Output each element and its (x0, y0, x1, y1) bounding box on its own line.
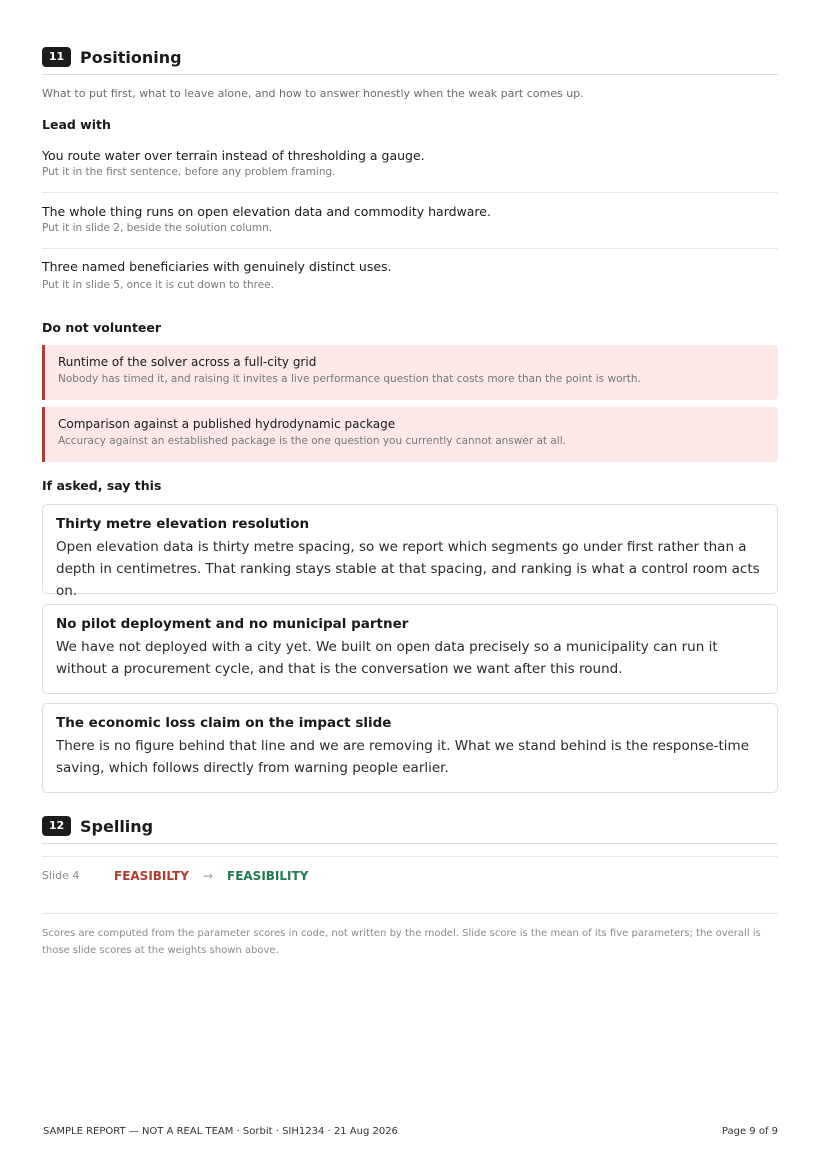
lead-item-title: You route water over terrain instead of thresholding a gauge. (42, 148, 425, 163)
lead-item-note: Put it in slide 5, once it is cut down to three. (42, 279, 274, 291)
answer-card (42, 703, 778, 793)
answer-card-body: There is no figure behind that line and we are removing it. What we stand behind is the response-time saving, which follows directly from warning people earlier. (56, 738, 750, 776)
lead-item-title: Three named beneficiaries with genuinely distinct uses. (42, 259, 392, 274)
do-not-volunteer-item (42, 345, 778, 400)
page-footer (43, 1126, 778, 1137)
spelling-correct-word: FEASIBILITY (227, 868, 309, 883)
do-not-volunteer-note: Nobody has timed it, and raising it invites a live performance question that costs more than the point is worth. (58, 373, 641, 385)
if-asked-heading: If asked, say this (42, 478, 162, 493)
spelling-wrong-word: FEASIBILTY (114, 868, 189, 883)
lead-item (42, 259, 778, 304)
scoring-note: Scores are computed from the parameter scores in code, not written by the model. Slide score is the mean of its five parameters; the overall is those slide scores at the weights shown above. (42, 913, 778, 959)
lead-with-heading: Lead with (42, 117, 111, 132)
lead-item-note: Put it in slide 2, beside the solution column. (42, 222, 273, 234)
section-intro: What to put first, what to leave alone, and how to answer honestly when the weak part comes up. (42, 87, 584, 100)
answer-card (42, 604, 778, 694)
section-number-badge: 11 (42, 47, 71, 67)
section-title: Spelling (80, 816, 154, 836)
section-title: Positioning (80, 47, 182, 67)
lead-item (42, 148, 778, 193)
answer-card (42, 504, 778, 599)
do-not-volunteer-title: Runtime of the solver across a full-city grid (58, 355, 317, 369)
section-header-spelling (42, 816, 778, 844)
section-number-badge: 12 (42, 816, 71, 836)
lead-item-note: Put it in the first sentence, before any problem framing. (42, 166, 336, 178)
footer-page-number: Page 9 of 9 (721, 1126, 778, 1137)
spelling-row (42, 856, 778, 894)
do-not-volunteer-item (42, 407, 778, 462)
do-not-volunteer-heading: Do not volunteer (42, 320, 162, 335)
lead-item-title: The whole thing runs on open elevation data and commodity hardware. (42, 204, 491, 219)
footer-report-info: SAMPLE REPORT — NOT A REAL TEAM · Sorbit · SIH1234 · 21 Aug 2026 (43, 1126, 398, 1137)
arrow-right-icon: → (202, 868, 213, 883)
section-header-positioning (42, 47, 778, 75)
spelling-slide-ref: Slide 4 (42, 869, 80, 882)
do-not-volunteer-note: Accuracy against an established package is the one question you currently cannot answer at all. (58, 435, 566, 447)
answer-card-title: No pilot deployment and no municipal partner (56, 616, 409, 632)
lead-item (42, 204, 778, 249)
answer-card-body: We have not deployed with a city yet. We built on open data precisely so a municipality can run it without a procurement cycle, and that is the conversation we want after this round. (56, 639, 718, 677)
answer-card-title: Thirty metre elevation resolution (56, 516, 310, 532)
answer-card-body: Open elevation data is thirty metre spacing, so we report which segments go under first rather than a depth in centimetres. That ranking stays stable at that spacing, and ranking is what a control room acts on. (56, 539, 760, 599)
do-not-volunteer-title: Comparison against a published hydrodynamic package (58, 417, 396, 431)
answer-card-title: The economic loss claim on the impact slide (56, 715, 392, 731)
